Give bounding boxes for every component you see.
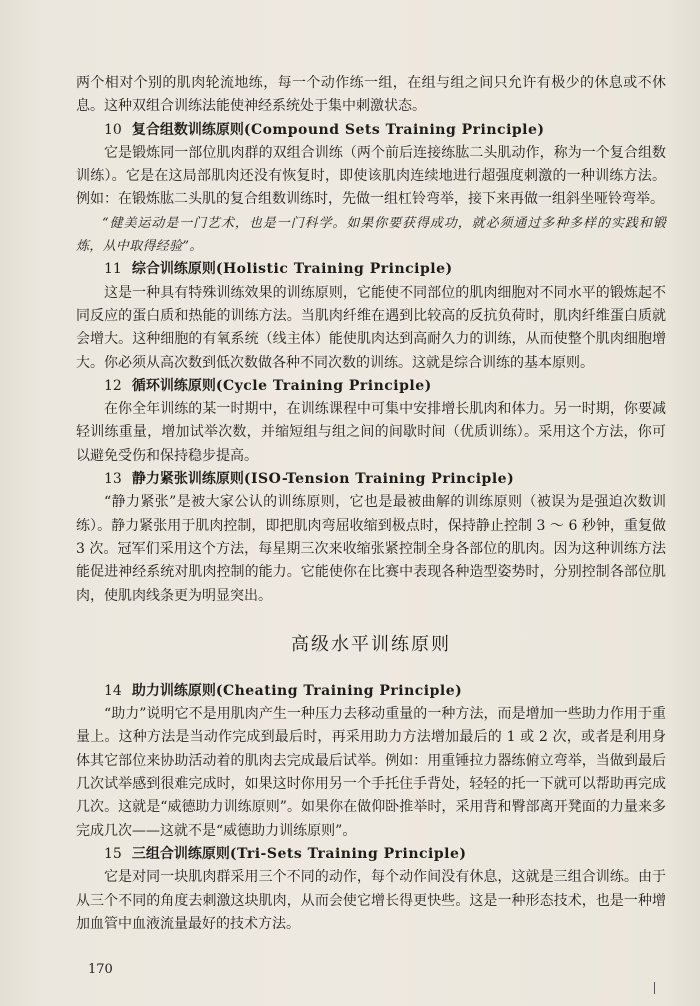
heading-number: 14 [104,682,122,699]
heading-number: 11 [104,261,122,278]
heading-title: 三组合训练原则 [131,845,230,862]
heading-number: 13 [104,471,122,488]
heading-title: 助力训练原则 [131,682,216,699]
paragraph-11: 这是一种具有特殊训练效果的训练原则，它能使不同部位的肌肉细胞对不同水平的锻炼起不同反应的蛋白质和热能的训练方法。当肌肉纤维在遇到比较高的反抗负荷时，肌肉纤维蛋白质就会增大。这种细胞的有氧系统（线主体）能使肌肉达到高耐久力的训练，从而使整个肌肉细胞增大。你必须从高次数到低次数做各种不同次数的训练。这就是综合训练的基本原则。 [76,284,666,371]
paragraph-14: “助力”说明它不是用肌肉产生一种压力去移动重量的一种方法，而是增加一些助力作用于重量上。这种方法是当动作完成到最后时，再采用助力方法增加最后的 1 或 2 次，或者是利用身体其它部位来协助活动着的肌肉去完成最后试举。例如：用重锤拉力器练俯立弯举，当做到最后几次试举感到很难完成时，如果这时你用另一个手托住手背处，轻轻的托一下就可以帮助再完成几次。这就是“威德助力训练原则”。如果你在做仰卧推举时，采用背和臀部离开凳面的力量来多完成几次——这就不是“威德助力训练原则”。 [76,706,666,839]
heading-title: 循环训练原则 [131,377,216,394]
page-number: 170 [88,962,113,977]
heading-number: 10 [104,121,122,138]
heading-title: 综合训练原则 [131,261,216,278]
paragraph-15: 它是对同一块肌肉群采用三个不同的动作，每个动作间没有休息，这就是三组合训练。由于从三个不同的角度去刺激这块肌肉，从而会使它增长得更快些。这是一种形态技术，也是一种增加血管中血液流量最好的技术方法。 [76,869,666,932]
section-title: 高级水平训练原则 [291,633,451,655]
heading-english: (Holistic Training Principle) [215,261,453,278]
heading-15 [76,843,666,866]
heading-english: (Compound Sets Training Principle) [243,121,545,138]
heading-11 [76,258,666,281]
paragraph-10: 它是锻炼同一部位肌肉群的双组合训练（两个前后连接练肱二头肌动作，称为一个复合组数训练）。它是在这局部肌肉还没有恢复时，即使该肌肉连续地进行超强度刺激的一种训练方法。例如：在锻炼肱二头肌的复合组数训练时，先做一组杠铃弯举，接下来再做一组斜坐哑铃弯举。 [76,144,666,208]
heading-number: 12 [104,377,122,394]
heading-13 [76,468,666,491]
heading-10 [76,119,666,142]
paragraph-12: 在你全年训练的某一时期中，在训练课程中可集中安排增长肌肉和体力。另一时期，你要减轻训练重量，增加试举次数，并缩短组与组之间的间歇时间（优质训练）。采用这个方法，你可以避免受伤和保持稳步提高。 [76,401,666,464]
paragraph-continuation: 两个相对个别的肌肉轮流地练，每一个动作练一组，在组与组之间只允许有极少的休息或不休息。这种双组合训练法能使神经系统处于集中刺激状态。 [76,75,666,115]
heading-14 [76,680,666,703]
edge-mark [654,982,655,994]
heading-title: 静力紧张训练原则 [131,471,244,488]
heading-english: (Cheating Training Principle) [215,682,463,699]
heading-english: (ISO-Tension Training Principle) [243,471,515,488]
heading-english: (Tri-Sets Training Principle) [229,845,467,862]
heading-12 [76,375,666,398]
heading-number: 15 [104,845,122,862]
paragraph-13: “静力紧张”是被大家公认的训练原则，它也是最被曲解的训练原则（被误为是强迫次数训练）。静力紧张用于肌肉控制，即把肌肉弯屈收缩到极点时，保持静止控制 3 ～ 6 秒钟，重复做 3 次。冠军们采用这个方法，每星期三次来收缩张紧控制全身各部位的肌肉。因为这种训练方法能促进神经系统对肌肉控制的能力。它能使你在比赛中表现各种造型姿势时，分别控制各部位肌肉，使肌肉线条更为明显突出。 [76,494,666,604]
heading-title: 复合组数训练原则 [131,121,244,138]
heading-english: (Cycle Training Principle) [215,377,432,394]
page-content [76,72,666,936]
quote: “健美运动是一门艺术，也是一门科学。如果你要获得成功，就必须通过多种多样的实践和锻炼，从中取得经验”。 [76,215,666,255]
